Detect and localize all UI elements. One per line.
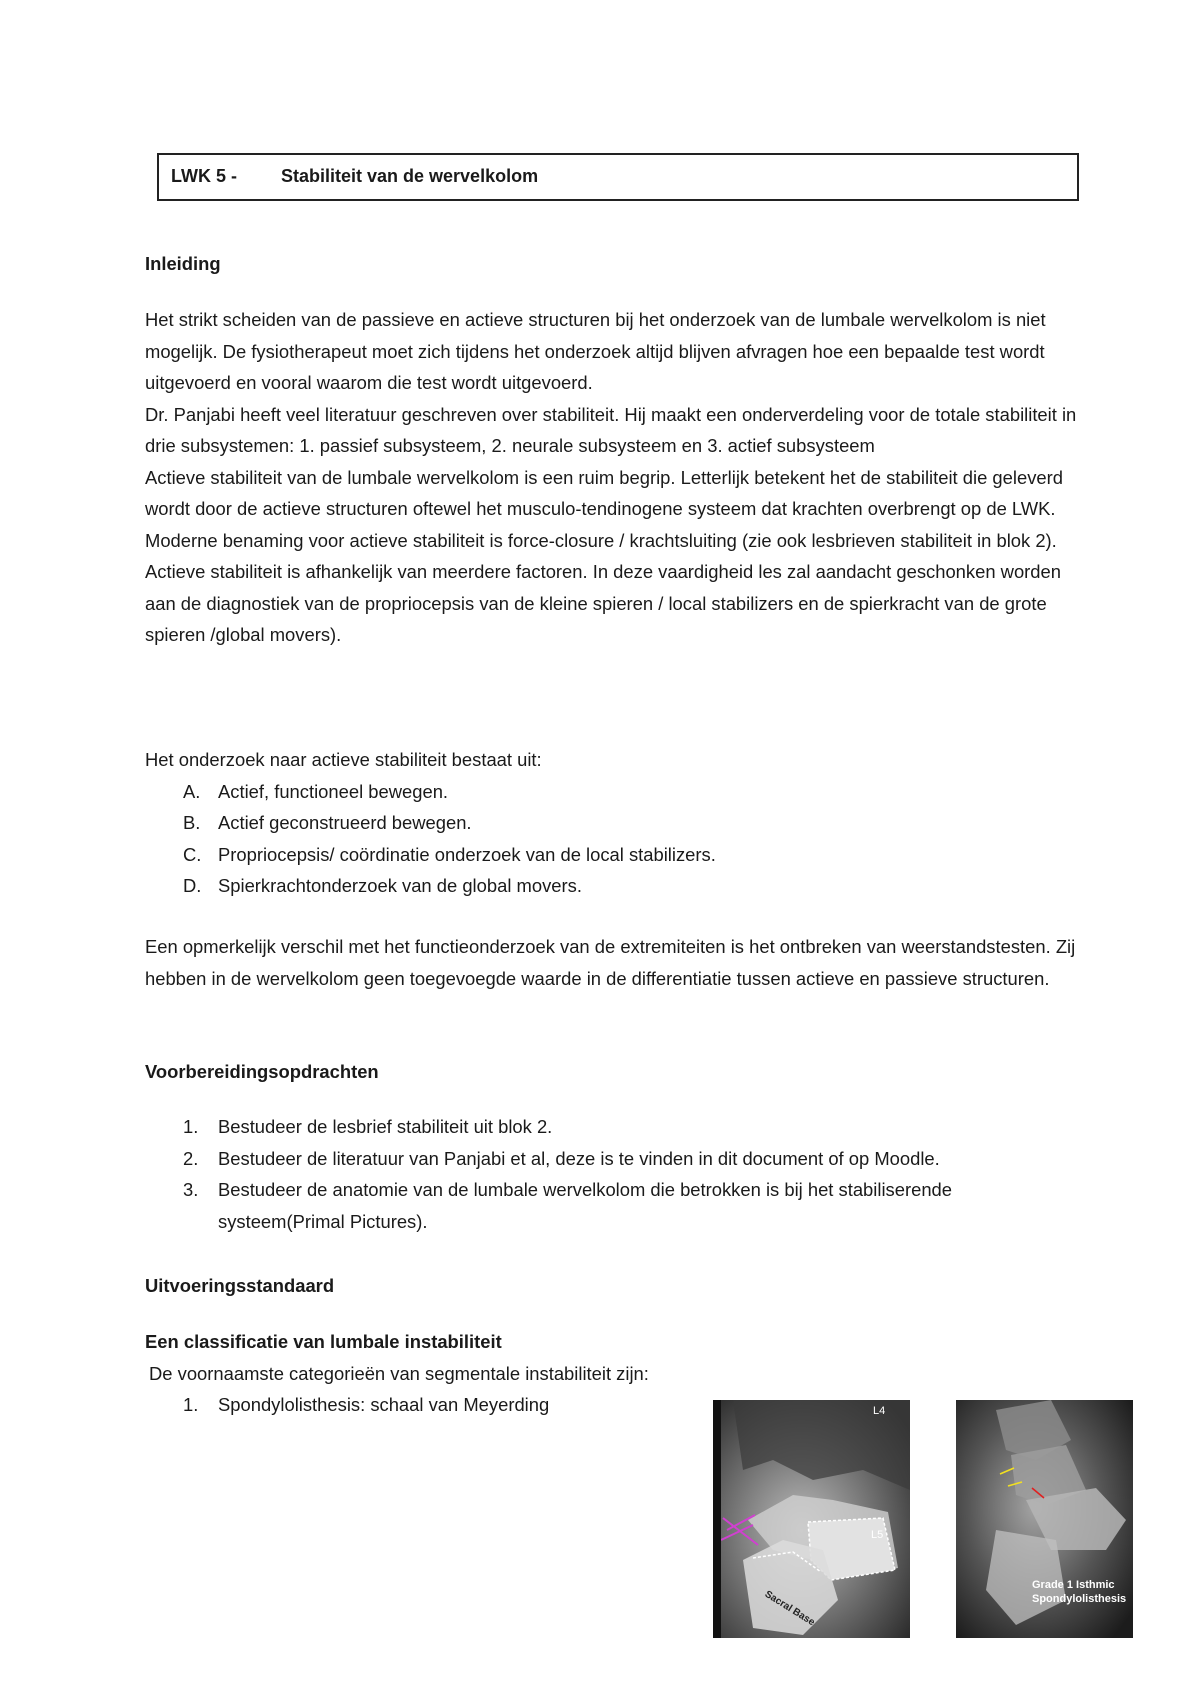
label-l4: L4 (873, 1405, 886, 1417)
list-item: B. Actief geconstrueerd bewegen. (183, 812, 472, 833)
preparation-list (145, 1111, 1085, 1237)
title-code: LWK 5 - (171, 166, 237, 187)
label-sacral-base: Sacral Base (762, 1588, 817, 1629)
preparation-section (145, 1111, 1085, 1237)
standard-heading: Uitvoeringsstandaard (145, 1275, 335, 1296)
intro-paragraph-4: Actieve stabiliteit is afhankelijk van meerdere factoren. In deze vaardigheid les zal aandacht geschonken worden aan de diagnostiek van de propriocepsis van de kleine spieren / local stabilizers en de spierkracht van de grote spieren /global movers). (145, 561, 1061, 645)
intro-paragraph-2: Dr. Panjabi heeft veel literatuur geschreven over stabiliteit. Hij maakt een onderverdeling voor de totale stabiliteit in drie subsystemen: 1. passief subsysteem, 2. neurale subsysteem en 3. actief subsysteem (145, 403, 1077, 456)
standard-heading-block (145, 1270, 1085, 1302)
research-section (145, 744, 1085, 902)
list-item: 3. Bestudeer de anatomie van de lumbale wervelkolom die betrokken is bij het stabiliserende systeem(Primal Pictures). (183, 1179, 953, 1232)
list-item: D. Spierkrachtonderzoek van de global movers. (183, 875, 582, 896)
list-item: 2. Bestudeer de literatuur van Panjabi et al, deze is te vinden in dit document of op Moodle. (183, 1147, 940, 1169)
research-list (145, 776, 1085, 902)
intro-paragraph-3: Actieve stabiliteit van de lumbale wervelkolom is een ruim begrip. Letterlijk betekent het de stabiliteit die geleverd wordt door de actieve structuren oftewel het musculo-tendinogene systeem dat krachten overbrengt op de LWK. Moderne benaming voor actieve stabiliteit is force-closure / krachtsluiting (zie ook lesbrieven stabiliteit in blok 2). (145, 466, 1063, 551)
list-item: 1. Spondylolisthesis: schaal van Meyerding (183, 1394, 550, 1415)
xray-figures (713, 1400, 1133, 1638)
intro-heading-block (145, 248, 1085, 280)
xray-image-lateral (713, 1400, 910, 1638)
page-title: Stabiliteit van de wervelkolom (281, 166, 539, 187)
list-item: 1. Bestudeer de lesbrief stabiliteit uit blok 2. (183, 1116, 553, 1137)
label-l5: L5 (871, 1529, 884, 1541)
standard-subheading: Een classificatie van lumbale instabiliteit (145, 1331, 502, 1352)
xray-caption: Grade 1 Isthmic Spondylolisthesis (1032, 1579, 1127, 1605)
intro-heading: Inleiding (145, 253, 221, 274)
title-box (157, 153, 1079, 201)
standard-intro: De voornaamste categorieën van segmentale instabiliteit zijn: (149, 1362, 649, 1384)
research-note-block (145, 931, 1085, 994)
list-item: A. Actief, functioneel bewegen. (183, 780, 449, 802)
xray-image-spondylolisthesis (956, 1400, 1133, 1638)
research-note: Een opmerkelijk verschil met het functieonderzoek van de extremiteiten is het ontbreken van weerstandstesten. Zij hebben in de wervelkolom geen toegevoegde waarde in de differentiatie tussen actieve en passieve structuren. (145, 936, 1076, 989)
preparation-heading: Voorbereidingsopdrachten (145, 1061, 379, 1082)
xray-lateral-drawing (713, 1400, 910, 1638)
list-item: C. Propriocepsis/ coördinatie onderzoek van de local stabilizers. (183, 843, 716, 865)
preparation-heading-block (145, 1056, 1085, 1088)
intro-paragraph-1: Het strikt scheiden van de passieve en actieve structuren bij het onderzoek van de lumbale wervelkolom is niet mogelijk. De fysiotherapeut moet zich tijdens het onderzoek altijd blijven afvragen hoe een bepaalde test wordt uitgevoerd en vooral waarom die test wordt uitgevoerd. (145, 309, 1046, 393)
intro-section (145, 304, 1085, 651)
research-intro: Het onderzoek naar actieve stabiliteit bestaat uit: (145, 749, 542, 770)
